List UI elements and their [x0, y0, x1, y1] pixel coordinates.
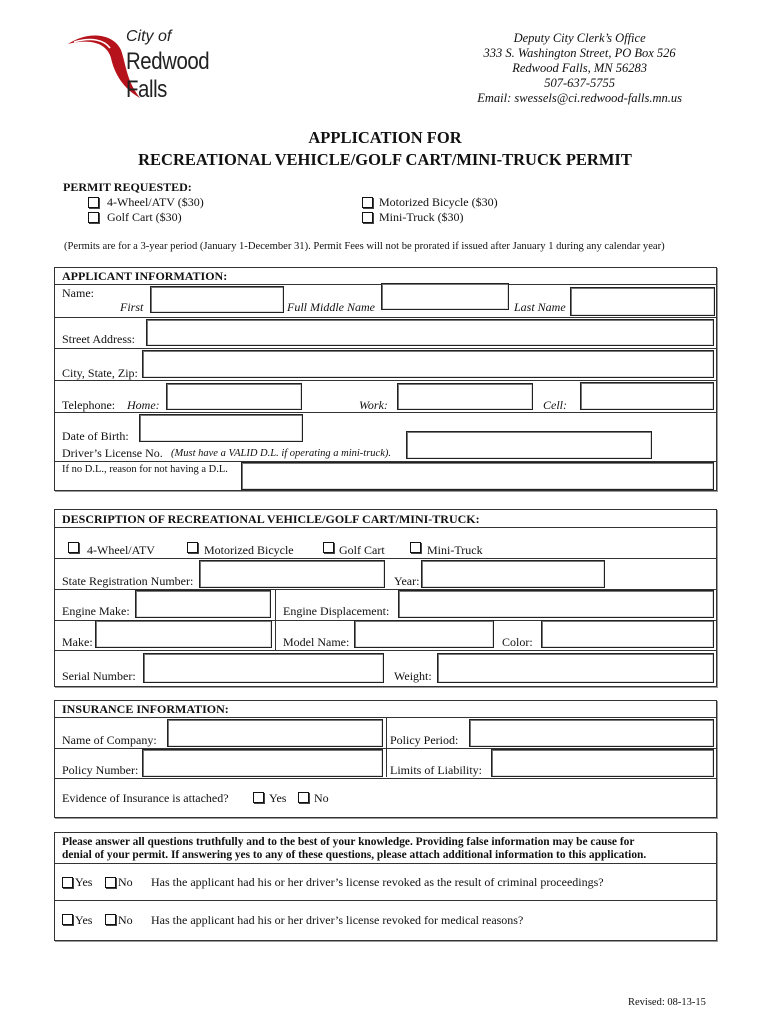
- q2-question: Has the applicant had his or her driver’s license revoked for medical reasons?: [151, 913, 524, 927]
- q2-yes-label: Yes: [75, 913, 93, 927]
- q2-no-checkbox[interactable]: [105, 914, 116, 925]
- permit-period-note: (Permits are for a 3-year period (January 1-December 31). Permit Fees will not be prorated if issued after January 1 during any calendar year): [64, 241, 665, 252]
- model-name-input[interactable]: [354, 620, 494, 648]
- engine-make-input[interactable]: [135, 590, 271, 618]
- revised-date: Revised: 08-13-15: [628, 997, 706, 1008]
- office-phone: 507-637-5755: [544, 76, 616, 90]
- office-street: 333 S. Washington Street, PO Box 526: [483, 46, 676, 60]
- middle-name-input[interactable]: [381, 283, 509, 310]
- engine-displacement-label: Engine Displacement:: [283, 604, 390, 618]
- home-phone-input[interactable]: [166, 383, 302, 410]
- cell-phone-label: Cell:: [543, 398, 567, 412]
- last-name-label: Last Name: [514, 300, 566, 314]
- no-license-reason-label: If no D.L., reason for not having a D.L.: [62, 464, 228, 475]
- name-label: Name:: [62, 286, 94, 300]
- liability-limits-input[interactable]: [491, 749, 714, 777]
- insurance-yes-checkbox[interactable]: [253, 792, 264, 803]
- q2-yes-checkbox[interactable]: [62, 914, 73, 925]
- cell-phone-input[interactable]: [580, 382, 714, 410]
- make-label: Make:: [62, 635, 93, 649]
- weight-input[interactable]: [437, 653, 714, 683]
- no-license-reason-input[interactable]: [241, 462, 714, 490]
- drivers-license-label: Driver’s License No.: [62, 446, 163, 460]
- form-title-line1: APPLICATION FOR: [308, 128, 462, 147]
- permit-atv-label: 4-Wheel/ATV ($30): [107, 195, 204, 209]
- drivers-license-input[interactable]: [406, 431, 652, 459]
- permit-golf-cart-checkbox[interactable]: [88, 212, 99, 223]
- vehicle-mini-truck-label: Mini-Truck: [427, 543, 483, 557]
- questions-intro-line2: denial of your permit. If answering yes to any of these questions, please attach additional information to this application.: [62, 849, 647, 861]
- work-phone-label: Work:: [359, 398, 388, 412]
- vehicle-golf-cart-label: Golf Cart: [339, 543, 385, 557]
- first-name-input[interactable]: [150, 286, 284, 313]
- dob-input[interactable]: [139, 414, 303, 442]
- state-registration-label: State Registration Number:: [62, 574, 194, 588]
- city-state-zip-input[interactable]: [142, 350, 714, 378]
- q2-no-label: No: [118, 913, 133, 927]
- home-phone-label: Home:: [127, 398, 160, 412]
- office-city: Redwood Falls, MN 56283: [512, 61, 647, 75]
- office-address: [477, 31, 682, 106]
- q1-yes-checkbox[interactable]: [62, 877, 73, 888]
- engine-displacement-input[interactable]: [398, 590, 714, 618]
- q1-no-label: No: [118, 875, 133, 889]
- dob-label: Date of Birth:: [62, 429, 129, 443]
- insurance-no-label: No: [314, 791, 329, 805]
- form-title-line2: RECREATIONAL VEHICLE/GOLF CART/MINI-TRUCK PERMIT: [138, 150, 632, 169]
- serial-number-label: Serial Number:: [62, 669, 136, 683]
- permit-heading: PERMIT REQUESTED:: [63, 180, 192, 194]
- vehicle-golf-cart-checkbox[interactable]: [323, 542, 334, 553]
- vehicle-motorized-bicycle-label: Motorized Bicycle: [204, 543, 294, 557]
- street-address-input[interactable]: [146, 319, 714, 346]
- policy-period-input[interactable]: [469, 719, 714, 747]
- vehicle-mini-truck-checkbox[interactable]: [410, 542, 421, 553]
- make-input[interactable]: [95, 620, 272, 648]
- office-name: Deputy City Clerk’s Office: [513, 31, 646, 45]
- model-name-label: Model Name:: [283, 635, 350, 649]
- insurance-evidence-label: Evidence of Insurance is attached?: [62, 791, 229, 805]
- telephone-label: Telephone:: [62, 398, 116, 412]
- insurance-company-input[interactable]: [167, 719, 383, 747]
- weight-label: Weight:: [394, 669, 432, 683]
- city-logo: [64, 28, 254, 103]
- policy-period-label: Policy Period:: [390, 733, 459, 747]
- work-phone-input[interactable]: [397, 383, 533, 410]
- permit-mini-truck-label: Mini-Truck ($30): [379, 210, 464, 224]
- middle-name-label: Full Middle Name: [287, 300, 375, 314]
- last-name-input[interactable]: [570, 287, 715, 316]
- vehicle-motorized-bicycle-checkbox[interactable]: [187, 542, 198, 553]
- policy-number-input[interactable]: [142, 749, 383, 777]
- permit-golf-cart-label: Golf Cart ($30): [107, 210, 182, 224]
- vehicle-heading: DESCRIPTION OF RECREATIONAL VEHICLE/GOLF CART/MINI-TRUCK:: [62, 512, 480, 526]
- q1-yes-label: Yes: [75, 875, 93, 889]
- year-label: Year:: [394, 574, 420, 588]
- street-address-label: Street Address:: [62, 332, 135, 346]
- color-input[interactable]: [541, 620, 714, 648]
- year-input[interactable]: [421, 560, 605, 588]
- state-registration-input[interactable]: [199, 560, 385, 588]
- q1-no-checkbox[interactable]: [105, 877, 116, 888]
- insurance-yes-label: Yes: [269, 791, 287, 805]
- office-email: Email: swessels@ci.redwood-falls.mn.us: [477, 91, 682, 105]
- logo-city-of: City of: [126, 28, 172, 45]
- color-label: Color:: [502, 635, 533, 649]
- serial-number-input[interactable]: [143, 653, 384, 683]
- insurance-company-label: Name of Company:: [62, 733, 157, 747]
- logo-city-name: Redwood Falls: [126, 48, 210, 103]
- permit-atv-checkbox[interactable]: [88, 197, 99, 208]
- engine-make-label: Engine Make:: [62, 604, 130, 618]
- questions-intro-line1: Please answer all questions truthfully and to the best of your knowledge. Providing false information may be cause for: [62, 836, 635, 848]
- applicant-heading: APPLICANT INFORMATION:: [62, 269, 228, 283]
- insurance-heading: INSURANCE INFORMATION:: [62, 702, 229, 716]
- vehicle-atv-checkbox[interactable]: [68, 542, 79, 553]
- drivers-license-note: (Must have a VALID D.L. if operating a mini-truck).: [171, 448, 391, 459]
- city-state-zip-label: City, State, Zip:: [62, 366, 138, 380]
- q1-question: Has the applicant had his or her driver’s license revoked as the result of criminal proceedings?: [151, 875, 604, 889]
- liability-limits-label: Limits of Liability:: [390, 763, 482, 777]
- vehicle-atv-label: 4-Wheel/ATV: [87, 543, 155, 557]
- policy-number-label: Policy Number:: [62, 763, 139, 777]
- permit-mini-truck-checkbox[interactable]: [362, 212, 373, 223]
- insurance-no-checkbox[interactable]: [298, 792, 309, 803]
- permit-motorized-bicycle-label: Motorized Bicycle ($30): [379, 195, 498, 209]
- first-name-label: First: [120, 300, 144, 314]
- permit-motorized-bicycle-checkbox[interactable]: [362, 197, 373, 208]
